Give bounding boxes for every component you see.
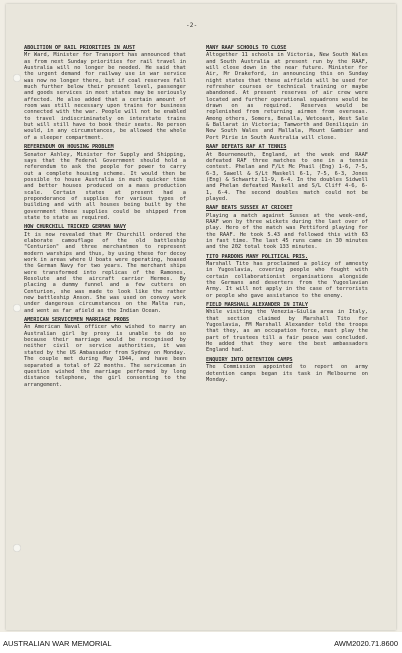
punch-hole <box>13 304 21 312</box>
article-body: Playing a match against Sussex at the week-end, RAAF won by three wickets during the last over of play. Hero of the match was Pettiford playing for the RAAF. He took 5.43 and followed this with 63 in fast time. The last 45 runs came in 30 minutes and the 202 total took 133 minutes. <box>206 212 368 251</box>
article-body: An American Naval officer who wished to marry an Australian girl by proxy is unable to do so because their marriage would be recognised by neither civil or service authorities, it was stated by the US Ambassador from Sydney on Monday. The couple met during May 1944, and have been separated a total of 22 months. The serviceman in question wished the marriage performed by long distance telephone, the girl consenting to the arrangement. <box>24 324 186 388</box>
archive-footer <box>0 632 402 653</box>
institution-label: AUSTRALIAN WAR MEMORIAL <box>3 639 112 648</box>
article-heading: FIELD MARSHALL ALEXANDER IN ITALY <box>206 302 308 309</box>
right-column <box>206 42 368 385</box>
page-number: -2- <box>186 22 198 29</box>
article-body: Marshall Tito has proclaimed a policy of amnesty in Yugoslavia, covering people who fought with certain collaborationist organisations alongside the Germans and deserters from the Yugoslavian Army. It will not apply in the case of terrorists or people who gave assistance to the enemy. <box>206 261 368 299</box>
accession-number: AWM2020.71.8600 <box>334 639 398 648</box>
article-heading: RAAF DEFEATS RAF AT TENNIS <box>206 144 287 151</box>
article-body: The Commission appointed to report on army detention camps began its task in Melbourne on Monday. <box>206 364 368 383</box>
article-heading: HOW CHURCHILL TRICKED GERMAN NAVY <box>24 224 126 231</box>
article-body: At Bournemouth, England, at the week end RAAF defeated RAF three matches to one in a tennis contest. Phelan and F/Lt Mc Phail (Eng) 1-6, 7-5, 6-3, Sawell & S/Lt Maskell 6-1, 7-5, 6-3, Jones (Eng) & Schwartz 11-9, 6-4. In the doubles Sidwell and Phelan defeated Maskell and S/L Cliff 4-6, 6-1, 6-4. The second doubles match could not be played. <box>206 151 368 202</box>
article-body: Altogether 11 schools in Victoria, New South Wales and South Australia at present run by the RAAF, will close down in the near future. Minister for Air, Mr Drakeford, in announcing this on Sunday night states that these airfields will be used for refresher courses or technical training or maybe abandoned. At present reserves of air crew were located and further operational squadrons would be drawn on as required. Reserves would be replenished from returning airmen from overseas. Among others, Somers, Benalla, Wetcoast, West Sale & Ballarat in Victoria; Tamworth and Deniliquin in New South Wales and Mallala, Mount Gambier and Port Pirie in South Australia will close. <box>206 52 368 141</box>
article-heading: AMERICAN SERVICEMEN MARRIAGE PROBS <box>24 317 130 324</box>
article-heading: ENQUIRY INTO DETENTION CAMPS <box>206 356 293 363</box>
article-body: It is now revealed that Mr Churchill ordered the elaborate camouflage of the old battleship "Centurion" and three merchantmen to represent modern warships and thus, by using these for decoy work in areas where U boats were operating, hoaxed the German Navy for two years. The merchant ships were transformed into replicas of the Ramones, Resolute and the aircraft carrier Hermes. By placing a dummy funnel and a few cutters on Centurion, she was made to look like the rather new battleship Anson. She was used on convoy work under dangerous circumstances on the Malta run, and went as far afield as the Indian Ocean. <box>24 231 186 314</box>
article-heading: ABOLITION OF RAIL PRIORITIES IN AUST <box>24 45 136 51</box>
article-body: While visiting the Venezia-Giulia area in Italy, that section claimed by Marshall Tito for Yugoslavia, FM Marshall Alexander told the troops that they, as an occupation force, must play the part of trustees till a fair peace was concluded. He added that they were the best ambassadors England had. <box>206 309 368 354</box>
left-column <box>24 42 186 390</box>
article-heading: RAAF BEATS SUSSEX AT CRICKET <box>206 205 293 212</box>
article-body: Senator Ashley, Minister for Supply and Shipping, says that the Federal Government should hold a referendum to ask the people for power to carry out a complete housing scheme. It would then be possible to house Australia in much quicker time and better houses produced on a mass production scale. Certain states at present had a preponderance of supplies for various types of building and with all houses being built by the government these supplies could be shipped from state to state as required. <box>24 151 186 221</box>
punch-hole <box>13 544 21 552</box>
article-heading: MANY RAAF SCHOOLS TO CLOSE <box>206 45 287 51</box>
article-body: Mr Ward, Minister for Transport has announced that as from next Sunday priorities for rail travel in Australia will no longer be needed. He said that the urgent demand for railway use in war service was now no longer there, but if coal reserves fall much further below their present level, passenger and goods services in most states may be seriously affected. He also added that a certain amount of room was still necessary upon trains for business connected with the war. People will not be enabled to travel indiscriminately on interstate trains but will still have to book their seats. No person would, in any circumstances, be allowed the whole of a sleeper compartment. <box>24 52 186 141</box>
article-heading: TITO PARDONS MANY POLITICAL PRIS. <box>206 253 308 260</box>
punch-hole <box>13 74 21 82</box>
article-heading: REFERENDUM ON HOUSING PROBLEM <box>24 144 114 151</box>
